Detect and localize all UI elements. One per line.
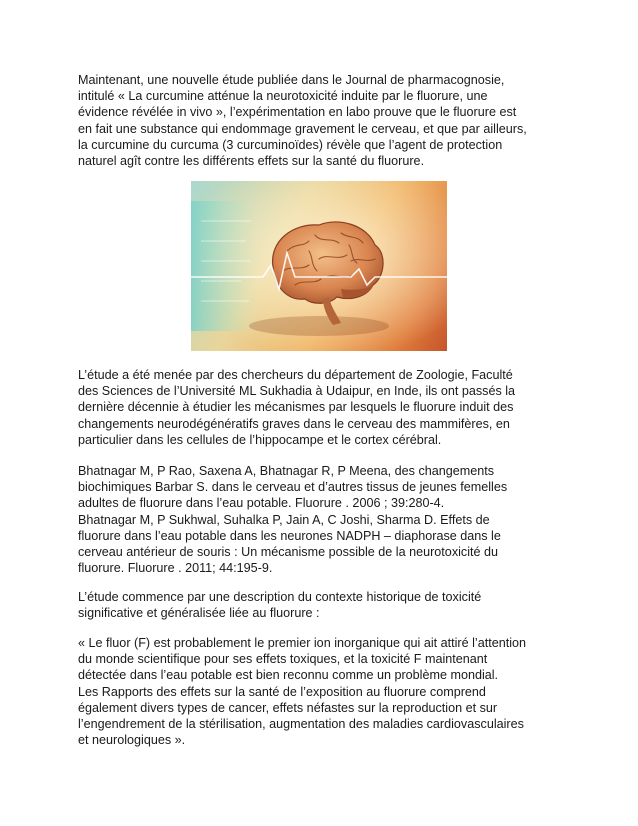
text-line: également divers types de cancer, effets néfastes sur la reproduction et sur — [78, 700, 498, 715]
paragraph-quote — [78, 635, 560, 748]
brain-icon — [191, 181, 447, 351]
paragraph-study — [78, 367, 560, 448]
text-line: et neurologiques ». — [78, 733, 186, 748]
text-line: intitulé « La curcumine atténue la neurotoxicité induite par le fluorure, une — [78, 89, 488, 104]
text-line: « Le fluor (F) est probablement le premier ion inorganique qui ait attiré l’attention — [78, 636, 527, 650]
text-line: Maintenant, une nouvelle étude publiée dans le Journal de pharmacognosie, — [78, 73, 505, 87]
text-line: cerveau antérieur de souris : Un mécanisme possible de la neurotoxicité du — [78, 545, 499, 560]
text-line: dernière décennie à étudier les mécanismes par lesquels le fluorure induit des — [78, 400, 514, 415]
text-line: évidence révélée in vivo », l’expérimentation en labo prouve que le fluorure est — [78, 105, 517, 120]
text-line: naturel agît contre les différents effets sur la santé du fluorure. — [78, 154, 425, 169]
text-line: Les Rapports des effets sur la santé de l’exposition au fluorure comprend — [78, 684, 486, 699]
text-line: du monde scientifique pour ses effets toxiques, et la toxicité F maintenant — [78, 652, 488, 667]
brain-illustration — [191, 181, 447, 351]
paragraph-intro — [78, 72, 560, 169]
text-line: l’engendrement de la stérilisation, augmentation des maladies cardiovasculaires — [78, 717, 524, 732]
text-line: changements neurodégénératifs graves dans le cerveau des mammifères, en — [78, 416, 510, 431]
text-line: détectée dans l’eau potable est bien reconnu comme un problème mondial. — [78, 668, 499, 683]
text-line: adultes de fluorure dans l’eau potable. Fluorure . 2006 ; 39:280-4. — [78, 496, 445, 511]
text-line: en fait une substance qui endommage gravement le cerveau, et que par ailleurs, — [78, 121, 527, 136]
text-line: la curcumine du curcuma (3 curcuminoïdes) révèle que l’agent de protection — [78, 137, 503, 152]
text-line: L’étude a été menée par des chercheurs du département de Zoologie, Faculté — [78, 368, 513, 382]
text-line: Bhatnagar M, P Sukhwal, Suhalka P, Jain A, C Joshi, Sharma D. Effets de — [78, 512, 490, 527]
paragraph-context — [78, 589, 560, 621]
text-line: fluorure. Fluorure . 2011; 44:195-9. — [78, 561, 273, 576]
paragraph-references — [78, 463, 560, 576]
text-line: fluorure dans l’eau potable dans les neurones NADPH – diaphorase dans le — [78, 528, 501, 543]
text-line: significative et généralisée liée au fluorure : — [78, 606, 320, 621]
text-line: biochimiques Barbar S. dans le cerveau et d’autres tissus de jeunes femelles — [78, 480, 508, 495]
text-line: L’étude commence par une description du contexte historique de toxicité — [78, 590, 482, 604]
text-line: des Sciences de l’Université ML Sukhadia à Udaipur, en Inde, ils ont passés la — [78, 384, 516, 399]
text-line: Bhatnagar M, P Rao, Saxena A, Bhatnagar R, P Meena, des changements — [78, 464, 495, 478]
text-line: particulier dans les cellules de l’hippocampe et le cortex cérébral. — [78, 432, 442, 447]
